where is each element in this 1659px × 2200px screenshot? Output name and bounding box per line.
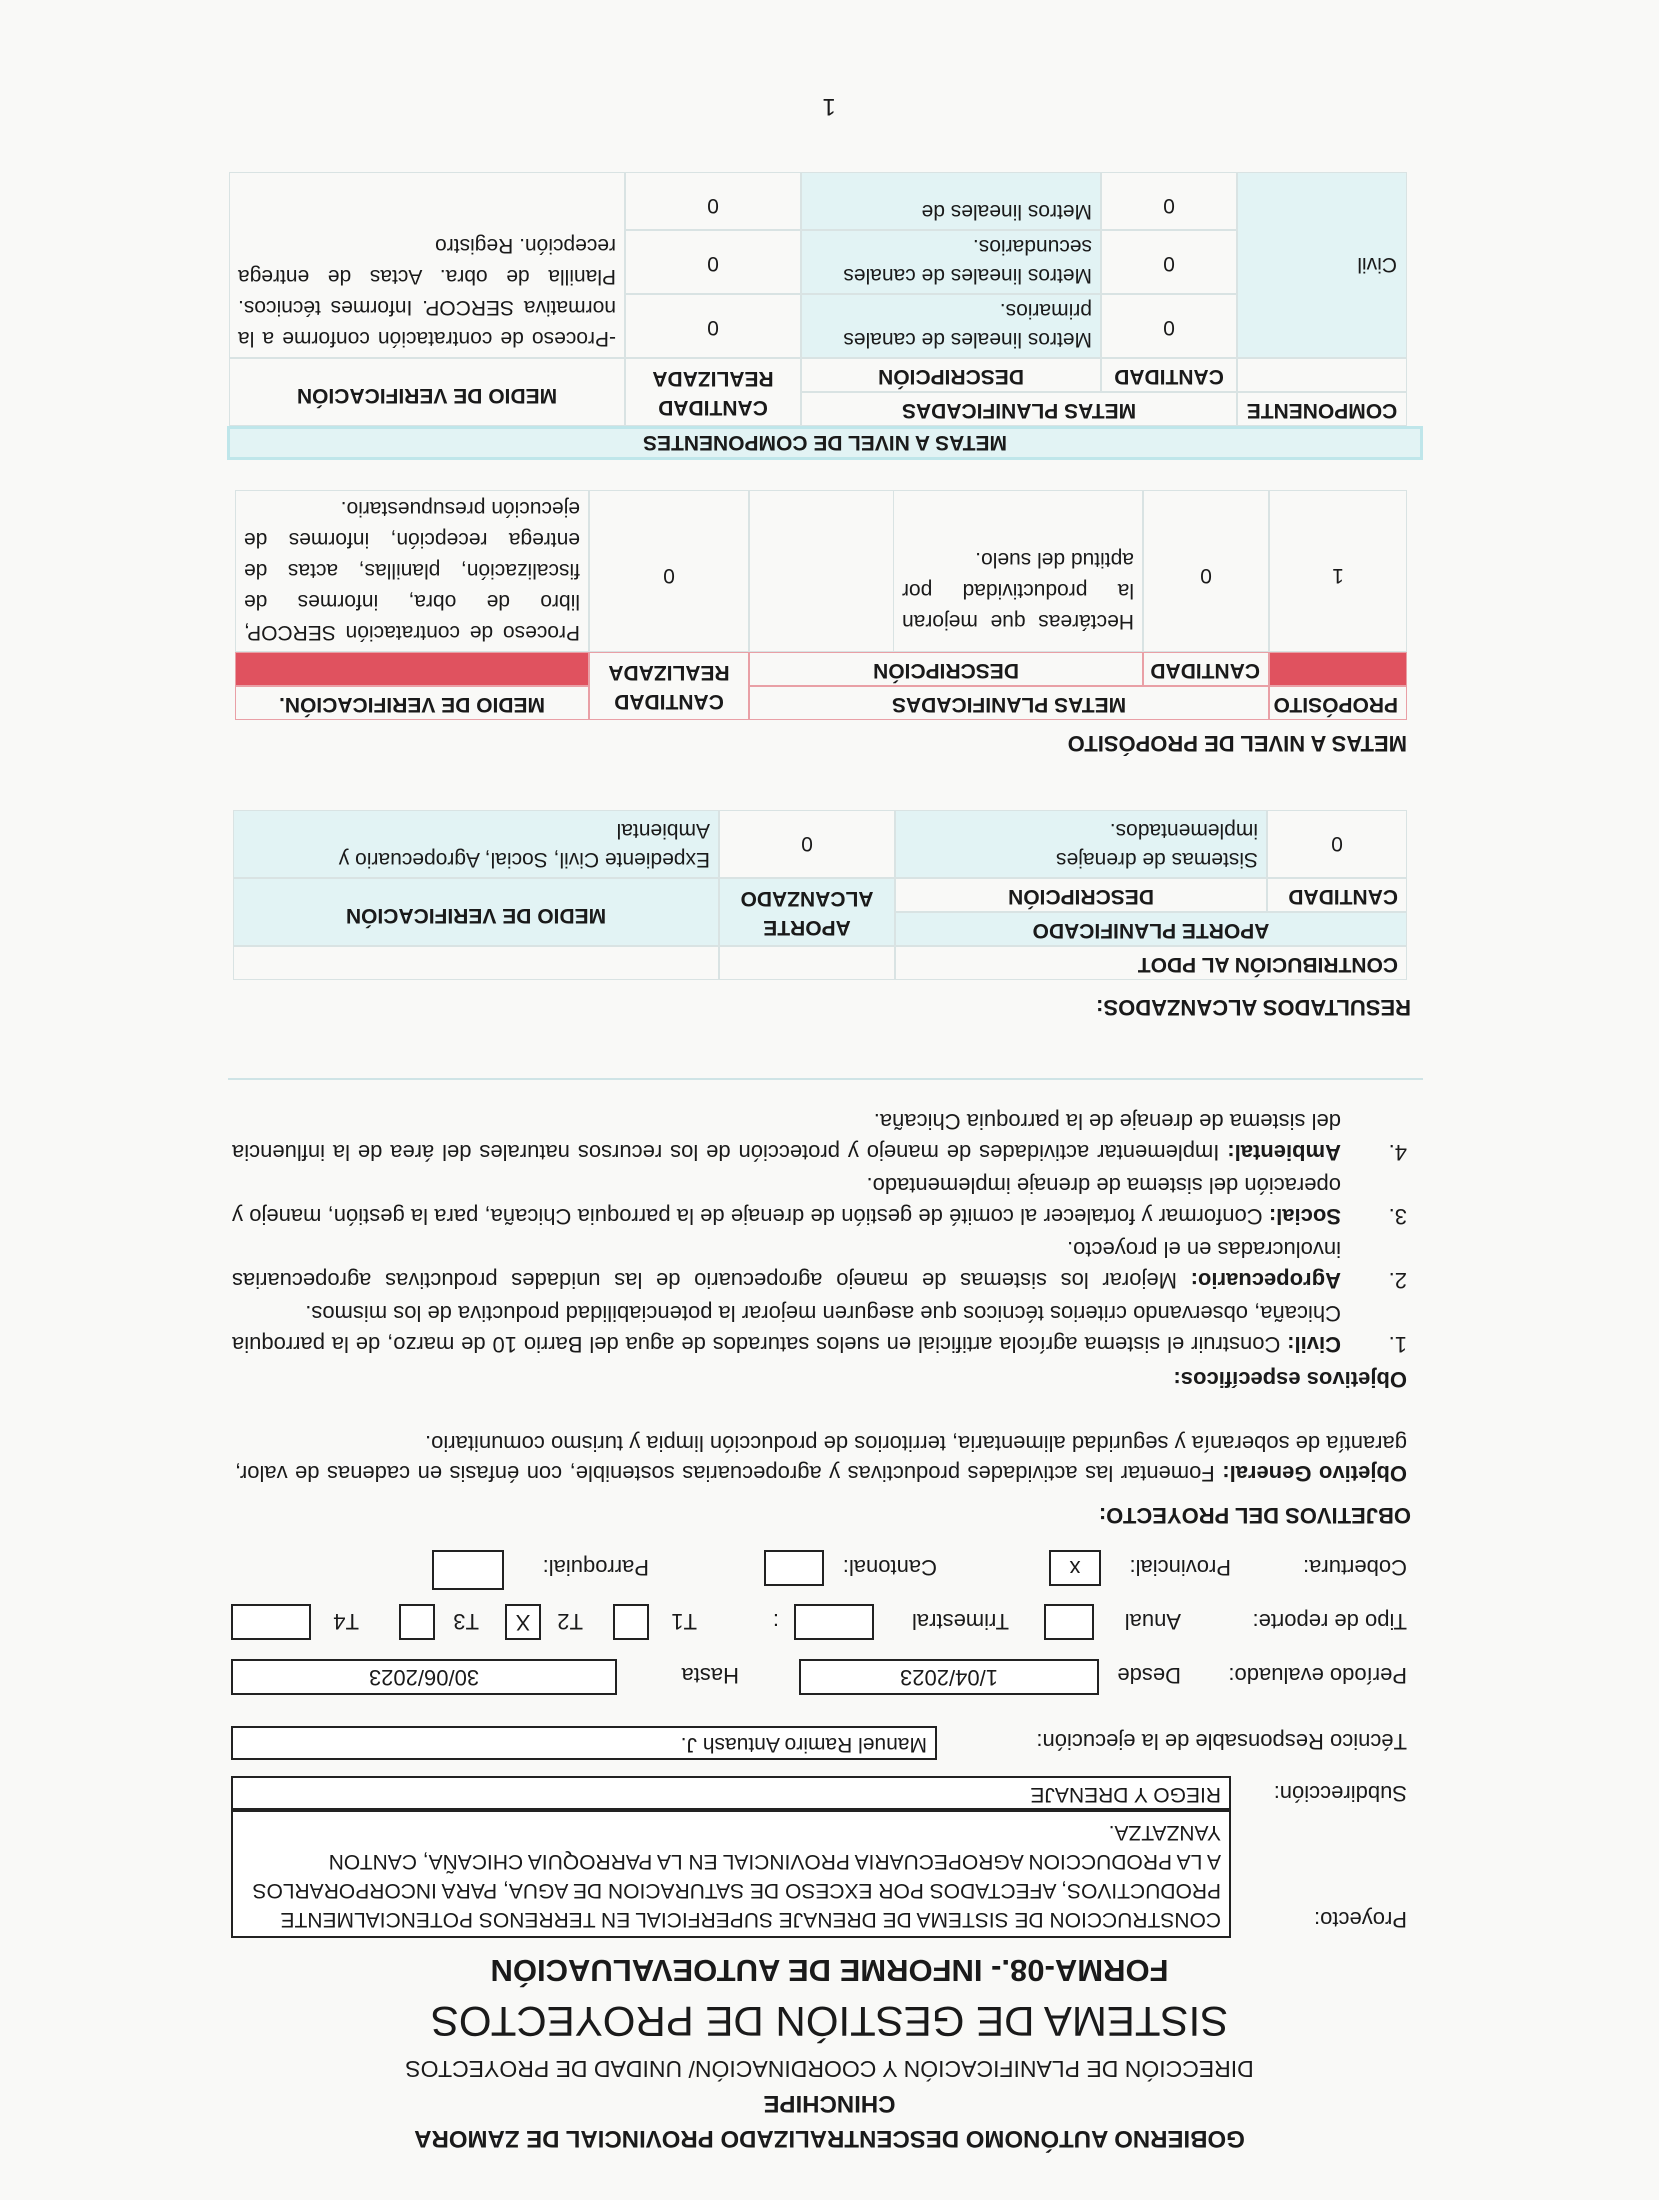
componentes-heading: METAS A NIVEL DE COMPONENTES [227,426,1423,460]
cantonal-label: Cantonal: [842,1555,937,1580]
componentes-cantidad-real-header: CANTIDAD REALIZADA [625,358,801,426]
objetivo-item-body: Mejorar los sistemas de manejo agropecuario de las unidades productivas agropecuarias involucradas en el proyecto. [232,1237,1341,1293]
objetivo-item-num: 2. [1388,1268,1407,1293]
componente-row1-cantidad: 0 [1101,294,1237,358]
aporte-planificado-header: APORTE PLANIFICADO [895,912,1407,946]
objetivo-item-num: 1. [1388,1332,1407,1357]
proposito-descripcion-header: DESCRIPCIÓN [749,652,1143,686]
resultados-cantidad-header: CANTIDAD [1267,878,1407,912]
proposito-row-num: 1 [1269,490,1407,652]
objetivos-heading: OBJETIVOS DEL PROYECTO: [1098,1503,1411,1528]
proposito-red-cell-2 [235,652,589,686]
contrib-empty-2 [233,946,719,980]
componente-row3-realizada: 0 [625,172,801,230]
componentes-metas-header: METAS PLANIFICADAS [801,392,1237,426]
resultados-row-descripcion: Sistemas de drenajes implementados. [895,810,1267,878]
objetivo-general [235,1428,1407,1488]
page-title: SISTEMA DE GESTIÓN DE PROYECTOS [430,1998,1229,2045]
objetivo-item-body: Implementar actividades de manejo y protección de los recursos naturales del área de la influencia del sistema de drenaje de la parroquia Chicaña. [232,1109,1341,1165]
trimestral-colon: : [772,1609,779,1634]
proposito-heading: METAS A NIVEL DE PROPÓSITO [1067,731,1407,756]
objetivo-item-text [232,1106,1341,1168]
proposito-medio-header: MEDIO DE VERIFICACIÓN. [235,686,589,720]
resultados-row-alcanzado: 0 [719,810,895,878]
objetivo-item-label: Social: [1268,1204,1341,1229]
proposito-row-descripcion: Hectáreas que mejoran la productividad por aptitud del suelo. [893,490,1143,652]
objetivo-item-3 [232,1170,1407,1232]
anual-checkbox[interactable] [1044,1604,1094,1640]
provincial-checkbox[interactable]: x [1049,1550,1101,1586]
objetivos-especificos-label: Objetivos específicos: [1173,1367,1407,1392]
objetivo-item-num: 4. [1388,1140,1407,1165]
componentes-cantidad-header: CANTIDAD [1101,358,1237,392]
componente-row3-cantidad: 0 [1101,172,1237,230]
desde-label: Desde [1117,1663,1181,1688]
cantidad-realizada-header: CANTIDAD REALIZADA [589,652,749,720]
objetivo-general-label: Objetivo General: [1222,1461,1407,1486]
t1-label: T1 [671,1609,697,1634]
header-line3: DIRECCIÓN DE PLANIFICACIÓN Y COORDINACIÓN/ UNIDAD DE PROYECTOS [405,2056,1254,2082]
componentes-medio-header: MEDIO DE VERIFICACIÓN [229,358,625,426]
objetivo-item-label: Ambiental: [1227,1140,1341,1165]
subdireccion-field: RIEGO Y DRENAJE [231,1776,1231,1810]
proposito-row-medio: Proceso de contratación SERCOP, libro de obra, informes de fiscalización, planillas, actas de entrega recepción, informes de ejecución presupuestario. [235,490,589,652]
objetivo-general-text: Fomentar las actividades productivas y agropecuarias sostenible, con énfasis en cadenas de valor, garantía de soberanía y seguridad alimentaria, territorios de producción limpia y turismo comunitario. [235,1431,1407,1486]
proyecto-field: CONSTRUCCION DE SISTEMA DE DRENAJE SUPERFICIAL EN TERRENOS POTENCIALMENTE PRODUCTIVOS, AFECTADOS POR EXCESO DE SATURACION DE AGUA, PARA INCORPORARLOS A LA PRODUCCION AGROPECUARIA PROVINCIAL EN LA PARROQUIA CHICAÑA, CANTON YANZATZA. [231,1810,1231,1938]
objetivo-item-label: Agropecuario: [1190,1268,1341,1293]
componente-row3-descripcion: Metros lineales de [801,172,1101,230]
hasta-field: 30/06/2023 [231,1659,617,1695]
provincial-label: Provincial: [1129,1555,1231,1580]
resultados-row-cantidad: 0 [1267,810,1407,878]
objetivo-item-1 [232,1298,1407,1360]
componente-row2-cantidad: 0 [1101,230,1237,294]
objetivo-item-body: Construir el sistema agrícola artificial en suelos saturados de agua del Barrio 10 de marzo, de la parroquia Chicaña, observando criterios técnicos que aseguren mejorar la potenciabilidad productiva de los mismos. [232,1301,1341,1357]
anual-label: Anual [1124,1609,1181,1634]
cobertura-label: Cobertura: [1303,1555,1407,1580]
componente-row1-realizada: 0 [625,294,801,358]
t2-label: T2 [557,1609,583,1634]
resultados-heading: RESULTADOS ALCANZADOS: [1096,995,1411,1020]
componente-empty [1237,358,1407,392]
resultados-descripcion-header: DESCRIPCIÓN [895,878,1267,912]
objetivo-item-text [232,1298,1341,1360]
objetivo-item-body: Conformar y fortalecer al comité de gestión de drenaje de la parroquia Chicaña, para la gestión, manejo y operación del sistema de drenaje implementado. [232,1173,1341,1229]
t4-label: T4 [333,1609,359,1634]
t2-checkbox[interactable]: X [505,1604,541,1640]
tecnico-label: Técnico Responsable de la ejecución: [1036,1729,1407,1754]
aporte-alcanzado-header: APORTE ALCANZADO [719,878,895,946]
objetivo-item-text [232,1234,1341,1296]
header-line1: GOBIERNO AUTÓNOMO DESCENTRALIZADO PROVINCIAL DE ZAMORA [414,2125,1245,2152]
proposito-row-cantidad: 0 [1143,490,1269,652]
trimestral-checkbox[interactable] [794,1604,874,1640]
parroquial-label: Parroquial: [542,1555,649,1580]
proyecto-label: Proyecto: [1314,1907,1407,1932]
subdireccion-label: Subdirección: [1273,1781,1407,1806]
proposito-red-cell [1269,652,1407,686]
t3-checkbox[interactable] [399,1604,435,1640]
t1-checkbox[interactable] [613,1604,649,1640]
componente-header: COMPONENTE [1237,392,1407,426]
desde-field: 1/04/2023 [799,1659,1099,1695]
contrib-header: CONTRIBUCIÓN AL PDOT [895,946,1407,980]
proposito-col-header: PROPÓSITO [1269,686,1407,720]
parroquial-checkbox[interactable] [432,1550,504,1590]
componente-medio: -Proceso de contratación conforme a la normativa SERCOP. Informes técnicos. Planilla de obra. Actas de entrega recepción. Registro [229,172,625,358]
proposito-row-realizada: 0 [589,490,749,652]
objetivo-item-text [232,1170,1341,1232]
resultados-medio-header: MEDIO DE VERIFICACIÓN [233,878,719,946]
header-line2: CHINCHIPE [763,2090,896,2117]
contrib-empty [719,946,895,980]
t3-label: T3 [453,1609,479,1634]
componente-row2-realizada: 0 [625,230,801,294]
objetivo-item-2 [232,1234,1407,1296]
resultados-row-medio: Expediente Civil, Social, Agropecuario y Ambiental [233,810,719,878]
tipo-label: Tipo de reporte: [1252,1609,1407,1634]
tecnico-field: Manuel Ramiro Antuash J. [231,1726,937,1760]
componente-value: Civil [1357,253,1397,276]
componente-row2-descripcion: Metros lineales de canales secundarios. [801,230,1101,294]
objetivo-item-4 [232,1106,1407,1168]
metas-planificadas-header: METAS PLANIFICADAS [749,686,1269,720]
trimestral-label: Trimestral [912,1609,1009,1634]
page-number: 1 [822,93,836,120]
page-subtitle: FORMA-08.- INFORME DE AUTOEVALUACIÓN [490,1953,1169,1988]
proposito-cantidad-header: CANTIDAD [1143,652,1269,686]
objetivo-item-label: Civil: [1287,1332,1341,1357]
objetivo-item-num: 3. [1388,1204,1407,1229]
componentes-descripcion-header: DESCRIPCIÓN [801,358,1101,392]
objetivos-especificos-list [232,1106,1407,1360]
periodo-label: Período evaluado: [1228,1663,1407,1688]
hasta-label: Hasta [681,1663,739,1688]
cantonal-checkbox[interactable] [764,1550,824,1586]
proposito-row-descripcion-pad [749,490,893,652]
objetivos-divider [228,1078,1423,1080]
componente-row1-descripcion: Metros lineales de canales primarios. [801,294,1101,358]
t4-checkbox[interactable] [231,1604,311,1640]
